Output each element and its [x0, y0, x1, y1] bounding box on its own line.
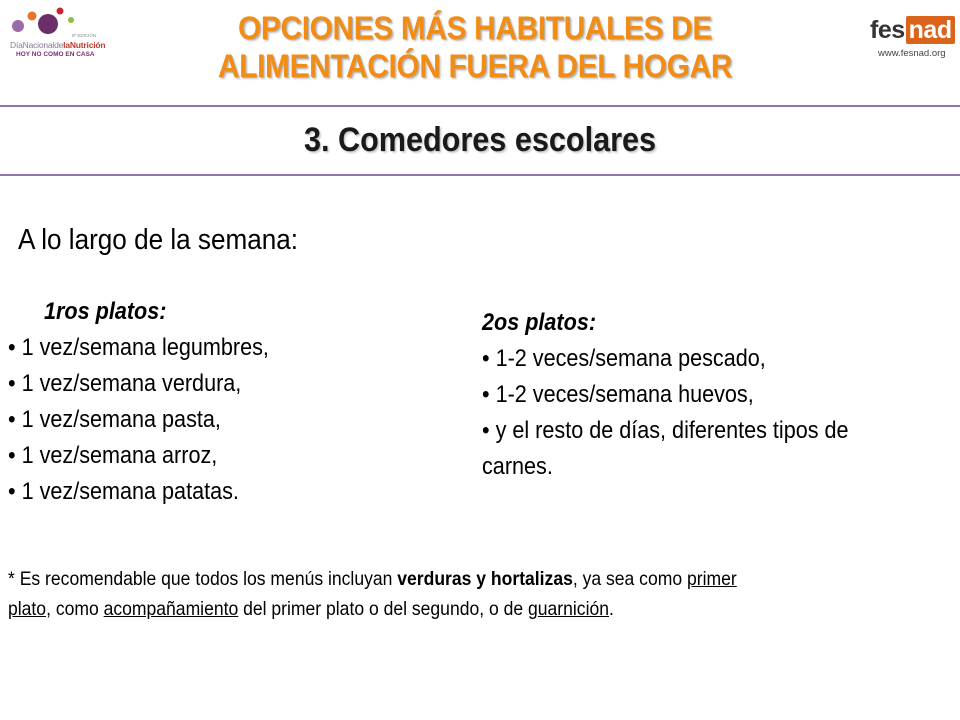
dia-nacional-nutricion-logo — [4, 4, 116, 62]
note-text: . — [609, 598, 614, 620]
note-underlined: plato — [8, 598, 47, 620]
logo-edition: 8ª EDICIÓN — [72, 33, 97, 38]
header-divider-top — [0, 105, 960, 107]
list-item: • 1 vez/semana legumbres, — [8, 330, 269, 366]
second-courses-list — [482, 305, 849, 485]
recommendation-note — [8, 564, 926, 624]
list-item: • y el resto de días, diferentes tipos de — [482, 413, 849, 449]
list-item: • 1 vez/semana verdura, — [8, 366, 269, 402]
note-text: , ya sea como — [572, 568, 687, 590]
first-courses-heading: 1ros platos: — [44, 298, 167, 325]
header-divider-bottom — [0, 174, 960, 176]
page-title — [145, 9, 805, 85]
list-item: • 1-2 veces/semana pescado, — [482, 341, 849, 377]
list-item: • 1-2 veces/semana huevos, — [482, 377, 849, 413]
second-courses-heading: 2os platos: — [482, 309, 597, 336]
note-text: del primer plato o del segundo, o de — [238, 598, 529, 620]
note-text: * Es recomendable que todos los menús incluyan — [8, 568, 398, 590]
first-courses-list — [8, 294, 269, 510]
logo-name: DíaNacionaldelaNutrición — [10, 40, 106, 50]
fesnad-brand: fes nad — [870, 16, 955, 45]
note-emphasis: verduras y hortalizas — [397, 568, 573, 590]
intro-text: A lo largo de la semana: — [18, 224, 299, 256]
note-underlined: guarnición — [528, 598, 610, 620]
title-line-2: ALIMENTACIÓN FUERA DEL HOGAR — [217, 48, 733, 84]
title-line-1: OPCIONES MÁS HABITUALES DE — [238, 10, 712, 46]
list-item: • 1 vez/semana patatas. — [8, 474, 269, 510]
note-underlined: acompañamiento — [103, 598, 239, 620]
fesnad-url: www.fesnad.org — [878, 48, 946, 59]
logo-slogan: HOY NO COMO EN CASA — [16, 51, 95, 58]
list-item: • 1 vez/semana pasta, — [8, 402, 269, 438]
list-item-continuation: carnes. — [482, 453, 553, 480]
note-text: , como — [46, 598, 104, 620]
note-underlined: primer — [686, 568, 737, 590]
list-item: • 1 vez/semana arroz, — [8, 438, 269, 474]
fesnad-logo — [870, 8, 954, 64]
section-subtitle: 3. Comedores escolares — [303, 121, 657, 159]
